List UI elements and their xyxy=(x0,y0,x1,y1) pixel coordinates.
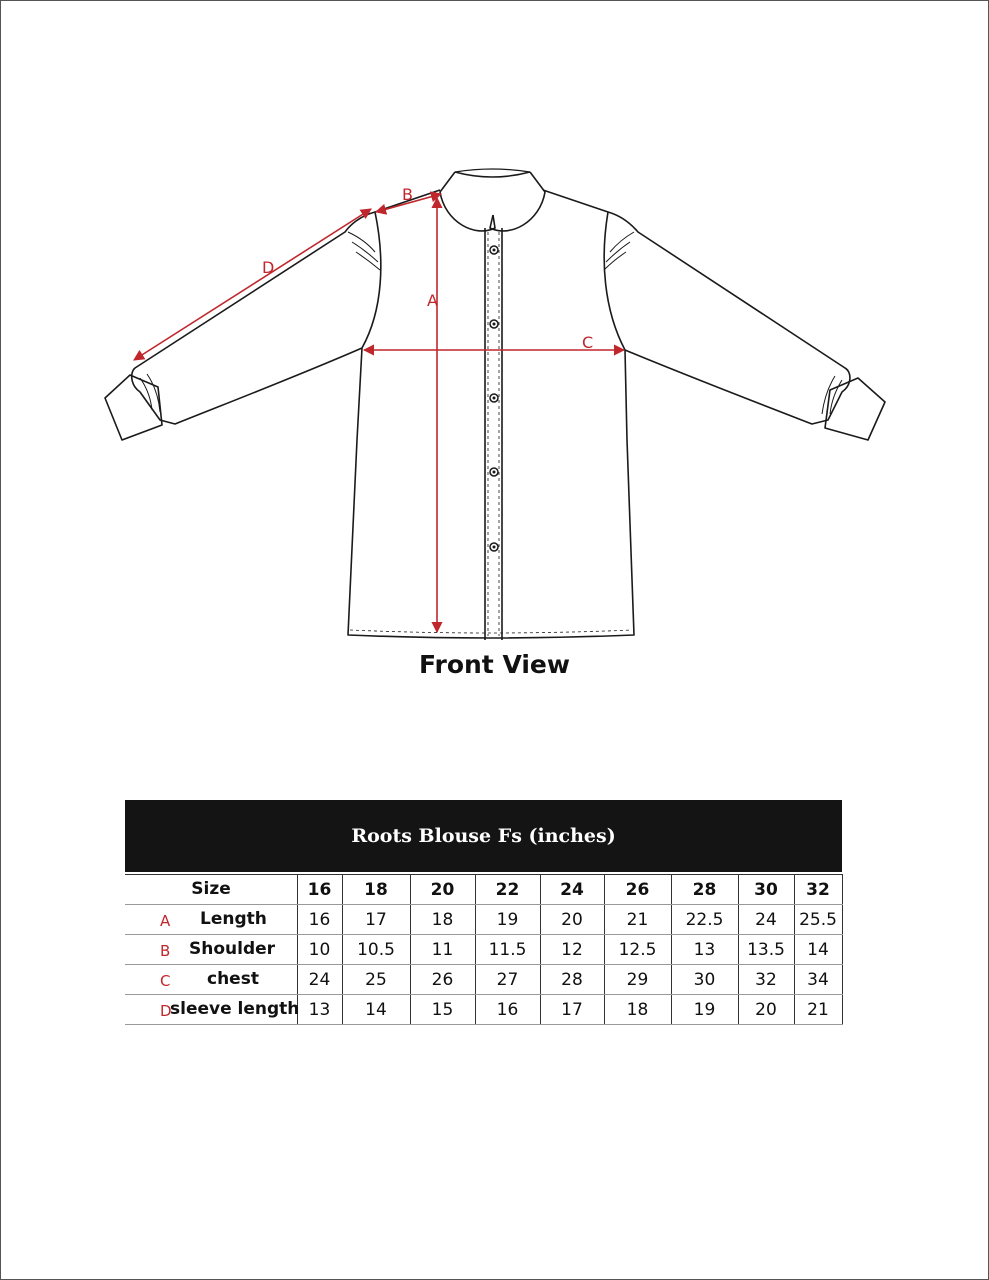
view-caption: Front View xyxy=(419,650,570,679)
table-cell: 19 xyxy=(475,905,540,935)
table-row-length xyxy=(125,905,842,935)
table-cell: 22.5 xyxy=(671,905,738,935)
table-row-chest xyxy=(125,965,842,995)
table-cell: 11.5 xyxy=(475,935,540,965)
table-cell: 10 xyxy=(297,935,342,965)
table-cell: 24 xyxy=(738,905,794,935)
table-cell: 12.5 xyxy=(604,935,671,965)
row-key: B xyxy=(160,942,171,960)
size-header-row xyxy=(125,875,842,905)
size-cell: 30 xyxy=(738,875,794,905)
row-name: chest xyxy=(207,969,259,989)
size-chart-title: Roots Blouse Fs (inches) xyxy=(125,800,842,872)
right-sleeve xyxy=(608,212,850,424)
table-cell: 17 xyxy=(540,995,604,1025)
table-row-shoulder xyxy=(125,935,842,965)
row-key: C xyxy=(160,972,171,990)
table-cell: 13 xyxy=(671,935,738,965)
table-cell: 18 xyxy=(410,905,475,935)
table-cell: 17 xyxy=(342,905,410,935)
size-cell: 18 xyxy=(342,875,410,905)
size-header-label: Size xyxy=(125,875,297,905)
table-cell: 30 xyxy=(671,965,738,995)
row-name: Shoulder xyxy=(189,939,276,959)
table-cell: 32 xyxy=(738,965,794,995)
table-cell: 18 xyxy=(604,995,671,1025)
row-name: Length xyxy=(200,909,267,929)
table-cell: 11 xyxy=(410,935,475,965)
row-label-length xyxy=(125,905,297,935)
collar-band xyxy=(455,172,530,177)
table-cell: 27 xyxy=(475,965,540,995)
table-cell: 24 xyxy=(297,965,342,995)
row-name: sleeve length xyxy=(170,999,300,1019)
measure-label-d: D xyxy=(262,258,275,277)
table-row-sleeve-length xyxy=(125,995,842,1025)
table-cell: 14 xyxy=(342,995,410,1025)
table-cell: 19 xyxy=(671,995,738,1025)
table-cell: 13 xyxy=(297,995,342,1025)
collar-left xyxy=(440,172,495,231)
table-cell: 20 xyxy=(540,905,604,935)
table-cell: 16 xyxy=(475,995,540,1025)
table-cell: 16 xyxy=(297,905,342,935)
measure-label-a: A xyxy=(427,291,438,310)
table-cell: 28 xyxy=(540,965,604,995)
table-cell: 14 xyxy=(794,935,842,965)
table-cell: 21 xyxy=(604,905,671,935)
body-outline xyxy=(348,190,634,638)
size-cell: 32 xyxy=(794,875,842,905)
table-cell: 25.5 xyxy=(794,905,842,935)
table-cell: 20 xyxy=(738,995,794,1025)
size-cell: 22 xyxy=(475,875,540,905)
row-label-chest xyxy=(125,965,297,995)
table-cell: 21 xyxy=(794,995,842,1025)
collar-stand xyxy=(455,169,530,172)
table-cell: 10.5 xyxy=(342,935,410,965)
table-cell: 15 xyxy=(410,995,475,1025)
row-key: D xyxy=(160,1002,172,1020)
table-cell: 29 xyxy=(604,965,671,995)
left-sleeve xyxy=(132,212,375,424)
size-cell: 16 xyxy=(297,875,342,905)
table-cell: 26 xyxy=(410,965,475,995)
size-chart-table xyxy=(125,874,843,1025)
row-key: A xyxy=(160,912,171,930)
measure-label-b: B xyxy=(402,185,413,204)
size-cell: 28 xyxy=(671,875,738,905)
measure-label-c: C xyxy=(582,333,594,352)
row-label-sleeve-length xyxy=(125,995,300,1025)
size-cell: 24 xyxy=(540,875,604,905)
size-cell: 26 xyxy=(604,875,671,905)
table-cell: 25 xyxy=(342,965,410,995)
table-cell: 34 xyxy=(794,965,842,995)
measure-arrow-d xyxy=(134,209,371,360)
size-cell: 20 xyxy=(410,875,475,905)
table-cell: 13.5 xyxy=(738,935,794,965)
row-label-shoulder xyxy=(125,935,297,965)
collar-right xyxy=(490,172,545,231)
table-cell: 12 xyxy=(540,935,604,965)
